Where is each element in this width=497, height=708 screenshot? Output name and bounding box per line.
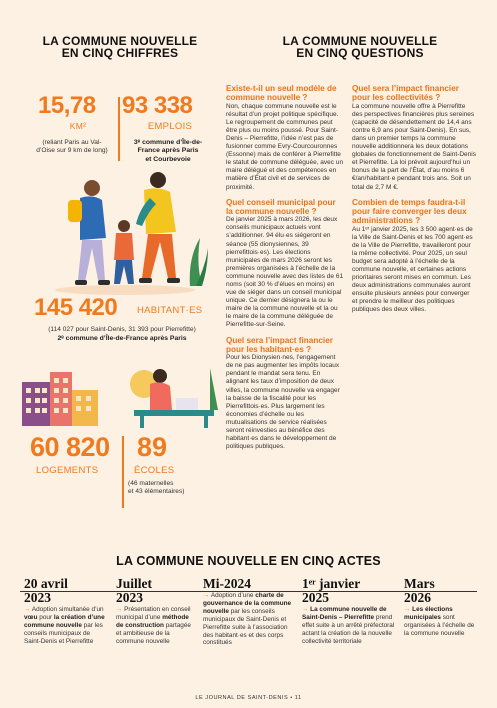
question-2-title: Quel conseil municipal pour la commune nouvelle ? xyxy=(226,197,336,216)
left-heading xyxy=(20,35,220,59)
jobs-note-line3: et Courbevoie xyxy=(145,155,191,163)
schools-value: 89 xyxy=(137,432,168,462)
people-illustration xyxy=(40,168,210,296)
question-4-body: La commune nouvelle offre à Pierrefitte des perspectives financières plus sereines (capacité de désendettement de 14,4 ans contre 6,9 ans pour Saint-Denis). En sus, dans un premier temps la commune nouvelle additionnera les deux dotations globales de fonctionnement de Saint-Denis et Pierrefitte. La loi prévoit aujourd’hui un bonus de la part de l’État, d’au moins 6 €/an/habitant·e pendant trois ans. Soit un total de 2,7 M €. xyxy=(352,102,476,191)
left-heading-line2: EN CINQ CHIFFRES xyxy=(61,46,179,60)
schools-note-line2: et 43 élémentaires) xyxy=(128,488,185,496)
timeline-1-pre: Adoption simultanée d’un xyxy=(31,606,104,613)
arrow-icon: → xyxy=(404,606,411,613)
timeline-3-date1: Mi-2024 xyxy=(203,576,251,591)
timeline-4-bold: La commune nouvelle de Saint-Denis – Pierrefitte xyxy=(302,606,387,621)
schools-label: ÉCOLES xyxy=(134,465,175,476)
timeline-2-pre: Présentation en conseil municipal d’une xyxy=(116,606,191,621)
timeline-5-date1: Mars xyxy=(404,576,435,591)
schools-note-line1: (46 maternelles xyxy=(128,480,174,487)
housing-value: 60 820 xyxy=(30,432,110,462)
timeline-4-mid: prend effet suite à un arrêté préfectoral actant la création de la nouvelle collectivité territoriale xyxy=(302,613,395,645)
population-label: HABITANT·ES xyxy=(137,305,203,316)
jobs-label: EMPLOIS xyxy=(147,121,193,132)
right-heading-line2: EN CINQ QUESTIONS xyxy=(296,46,424,60)
question-4-title: Quel sera l’impact financier pour les collectivités ? xyxy=(352,84,459,103)
timeline-1-date1: 20 avril xyxy=(24,576,68,591)
question-3-title: Quel sera l’impact financier pour les habitant·es ? xyxy=(226,335,333,354)
right-heading-line1: LA COMMUNE NOUVELLE xyxy=(282,34,438,48)
area-note-line2: d’Oise sur 9 km de long) xyxy=(36,147,108,155)
timeline-item-4 xyxy=(302,577,396,646)
jobs-note-line2: France après Paris xyxy=(137,147,199,155)
area-unit: KM² xyxy=(69,121,87,131)
qa-column-2 xyxy=(352,84,476,315)
school-illustration xyxy=(114,360,224,428)
question-1-body: Non, chaque commune nouvelle est le résultat d’un projet politique spécifique. Le regroupement de communes peut être plus ou moins poussé. Pour Saint-Denis – Pierrefitte, l’idée n’est pas de fusionner comme Evry-Courcouronnes (Essonne) mais de conférer à Pierrefitte le statut de commune déléguée, avec un maire délégué et des compétences en matière d’État civil et de services de proximité. xyxy=(226,102,344,191)
timeline-1-text xyxy=(24,606,108,646)
timeline-item-1 xyxy=(24,577,108,646)
housing-label: LOGEMENTS xyxy=(36,465,99,476)
page-footer: LE JOURNAL DE SAINT-DENIS • 11 xyxy=(195,695,302,701)
question-3-body: Pour les Dionysien·nes, l’engagement de ne pas augmenter les impôts locaux pendant le mandat sera tenu. En alignant les taux d’imposition de deux villes, la commune nouvelle va engager la baisse de la fiscalité pour les Pierrefittois·es. Plus largement les économies d’échelle ou les mutualisations de service réalisées seront réinvesties au bénéfice des habitant·es dans le développement de politiques publiques. xyxy=(226,354,340,451)
question-2-body: De janvier 2025 à mars 2026, les deux conseils municipaux actuels vont s’additionner. 94 élu·es siégeront en séance (55 dionysiennes, 39 pierrefittois·es). Les élections municipales de mars 2026 seront les premières organisées à l’échelle de la commune nouvelle avec des listes de 61 noms (soit 30 % d’élues en moins) en vue de siéger dans un conseil municipal unique. Ce dernier désignera la ou le maire de la commune nouvelle et la ou le maire de la commune déléguée de Pierrefitte-sur-Seine. xyxy=(226,216,344,329)
arrow-icon: → xyxy=(116,606,123,613)
population-note1: (114 027 pour Saint-Denis, 31 393 pour Pierrefitte) xyxy=(48,326,196,333)
timeline-2-date1: Juillet xyxy=(116,576,152,591)
acts-heading: LA COMMUNE NOUVELLE EN CINQ ACTES xyxy=(116,554,381,568)
timeline-1-post: par les conseils municipaux de Saint-Denis et Pierrefitte xyxy=(24,621,103,645)
timeline-2-text xyxy=(116,606,196,646)
stat-divider-2 xyxy=(122,436,124,508)
question-1-title: Existe-t-il un seul modèle de commune nouvelle ? xyxy=(226,84,337,103)
schools-note xyxy=(128,480,208,496)
timeline-3-mid: par les conseils municipaux de Saint-Denis et Pierrefitte suite à l’association des habitant·es et des corps constitués xyxy=(203,607,288,647)
timeline-5-text xyxy=(404,606,476,638)
timeline-5-date2: 2026 xyxy=(404,590,431,605)
qa-column-1 xyxy=(226,84,344,451)
area-note-line1: (reliant Paris au Val- xyxy=(42,139,102,146)
population-value: 145 420 xyxy=(34,294,118,321)
right-heading xyxy=(243,35,477,59)
timeline-4-date2: 2025 xyxy=(302,590,329,605)
area-note xyxy=(22,139,122,155)
timeline-5-mid: sont organisées à l’échelle de la commune nouvelle xyxy=(404,613,475,637)
timeline-2-bold: méthode de construction xyxy=(116,613,189,629)
area-value: 15,78 xyxy=(38,92,96,119)
timeline-3-bold: charte de gouvernance de la commune nouvelle xyxy=(203,592,292,615)
timeline-4-text xyxy=(302,606,396,646)
left-heading-line1: LA COMMUNE NOUVELLE xyxy=(42,34,198,48)
timeline-1-mid: pour xyxy=(37,613,54,621)
timeline-3-pre: Adoption d’une xyxy=(210,592,256,599)
arrow-icon: → xyxy=(24,606,31,613)
jobs-note xyxy=(118,139,218,164)
timeline-3-text xyxy=(203,592,295,647)
population-note2: 2ᵉ commune d’Île-de-France après Paris xyxy=(57,335,187,342)
timeline-2-mid: partagée et ambitieuse de la commune nouvelle xyxy=(116,621,191,645)
timeline-item-2 xyxy=(116,577,196,646)
question-5-title: Combien de temps faudra-t-il pour faire converger les deux administrations ? xyxy=(352,197,467,226)
timeline-item-5 xyxy=(404,577,476,638)
arrow-icon: → xyxy=(203,592,210,599)
jobs-note-line1: 3ᵉ commune d’Île-de- xyxy=(133,139,203,146)
timeline-item-3 xyxy=(203,577,295,647)
timeline-2-date2: 2023 xyxy=(116,590,143,605)
timeline-1-date2: 2023 xyxy=(24,590,51,605)
jobs-value: 93 338 xyxy=(122,92,193,119)
question-5-body: Au 1ᵉʳ janvier 2025, les 3 500 agent·es de la Ville de Saint-Denis et les 700 agent·es de la Ville de Pierrefitte, travailleront pour la même collectivité. Pour 2025, un seul budget sera adopté à l’échelle de la commune nouvelle, et certaines actions prioritaires seront mises en commun. Les deux administrations communales auront ensuite plusieurs années pour converger et prendre le meilleur des politiques publiques des deux villes. xyxy=(352,225,473,314)
arrow-icon: → xyxy=(302,606,309,613)
timeline-5-bold: Les élections municipales xyxy=(404,606,453,621)
buildings-illustration xyxy=(20,368,100,426)
timeline-1-bold2: la création d’une commune nouvelle xyxy=(24,613,105,629)
timeline-1-bold: vœu xyxy=(24,613,38,621)
timeline-4-date1: 1ᵉʳ janvier xyxy=(302,576,361,591)
